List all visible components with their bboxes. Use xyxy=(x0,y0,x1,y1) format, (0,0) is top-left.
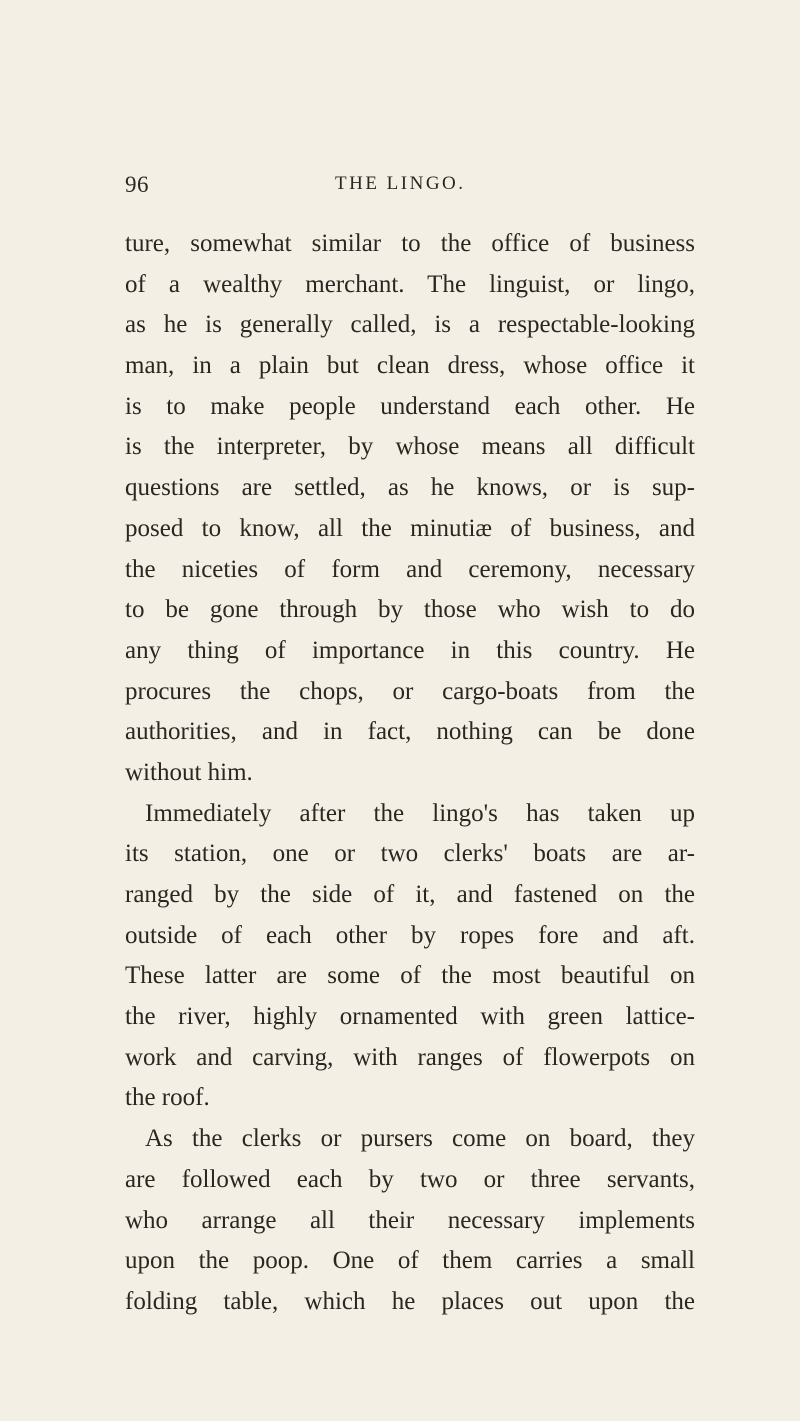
text-line: man, in a plain but clean dress, whose office it xyxy=(125,352,695,380)
running-head: THE LINGO. xyxy=(335,173,466,194)
text-line: Immediately after the lingo's has taken up xyxy=(145,799,695,827)
text-line: are followed each by two or three servants, xyxy=(125,1165,695,1193)
text-line: without him. xyxy=(125,758,253,786)
text-line: posed to know, all the minutiæ of business, and xyxy=(125,514,695,542)
page-number: 96 xyxy=(125,172,149,197)
text-line: folding table, which he places out upon the xyxy=(125,1287,695,1315)
text-line: the river, highly ornamented with green lattice- xyxy=(125,1003,695,1031)
text-line: These latter are some of the most beautiful on xyxy=(125,962,695,990)
text-line: authorities, and in fact, nothing can be done xyxy=(125,718,695,746)
text-line: questions are settled, as he knows, or is sup- xyxy=(125,474,695,502)
page-header xyxy=(125,172,685,202)
text-line: procures the chops, or cargo-boats from the xyxy=(125,677,695,705)
text-line: ranged by the side of it, and fastened on the xyxy=(125,881,695,908)
text-line: the niceties of form and ceremony, necessary xyxy=(125,555,695,583)
text-line: as he is generally called, is a respectable-looking xyxy=(125,311,695,339)
text-line: the roof. xyxy=(125,1084,210,1112)
text-line: upon the poop. One of them carries a small xyxy=(125,1247,695,1275)
body-text xyxy=(125,224,695,1323)
text-line: is to make people understand each other. He xyxy=(125,392,695,420)
text-line: outside of each other by ropes fore and aft. xyxy=(125,921,695,949)
text-line: is the interpreter, by whose means all difficult xyxy=(125,433,695,461)
text-line: ture, somewhat similar to the office of business xyxy=(125,230,695,257)
text-line: any thing of importance in this country. He xyxy=(125,636,695,664)
text-line: of a wealthy merchant. The linguist, or lingo, xyxy=(125,270,695,298)
text-line: who arrange all their necessary implements xyxy=(125,1206,695,1234)
text-line: work and carving, with ranges of flowerpots on xyxy=(125,1043,695,1071)
text-line: to be gone through by those who wish to do xyxy=(125,596,695,624)
text-line: As the clerks or pursers come on board, they xyxy=(145,1125,695,1153)
text-line: its station, one or two clerks' boats are ar- xyxy=(125,840,695,868)
